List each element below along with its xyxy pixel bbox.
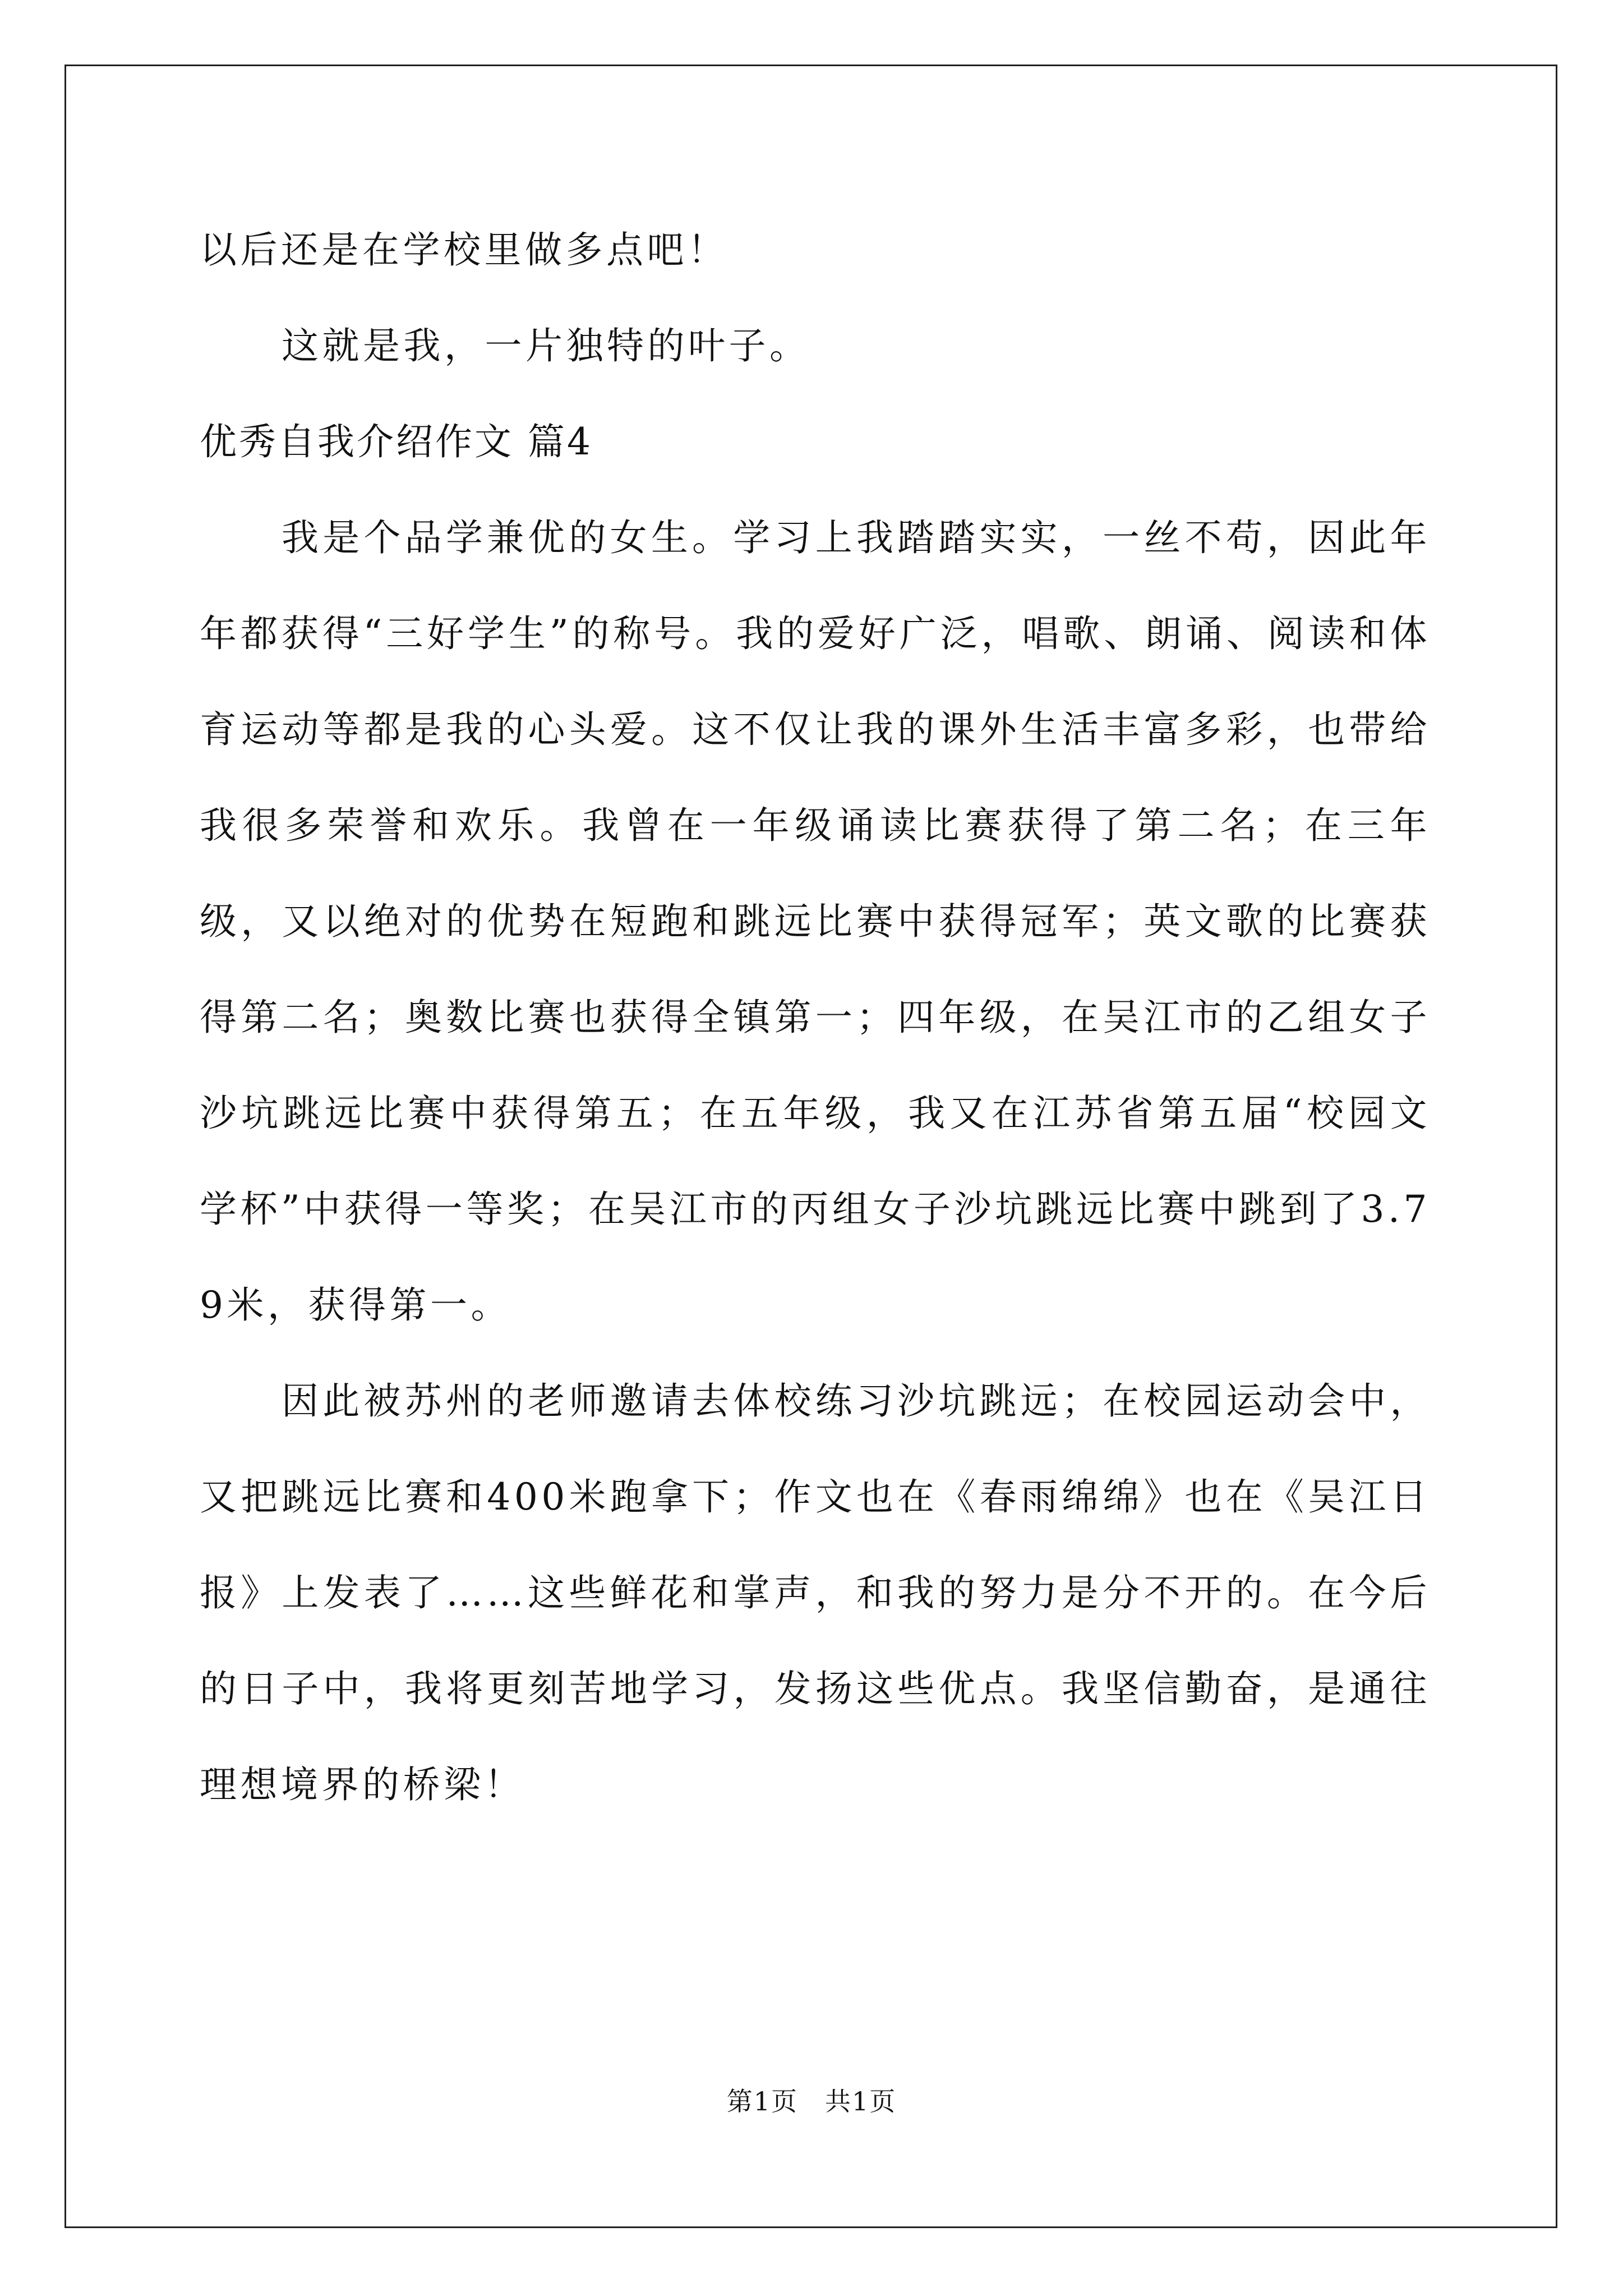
paragraph-1: 我是个品学兼优的女生。学习上我踏踏实实，一丝不苟，因此年年都获得“三好学生”的称号。我的爱好广泛，唱歌、朗诵、阅读和体育运动等都是我的心头爱。这不仅让我的课外生活丰富多彩，也带给我很多荣誉和欢乐。我曾在一年级诵读比赛获得了第二名；在三年级，又以绝对的优势在短跑和跳远比赛中获得冠军；英文歌的比赛获得第二名；奥数比赛也获得全镇第一；四年级，在吴江市的乙组女子沙坑跳远比赛中获得第五；在五年级，我又在江苏省第五届“校园文学杯”中获得一等奖；在吴江市的丙组女子沙坑跳远比赛中跳到了3.79米，获得第一。 xyxy=(200,516,1431,1327)
continuation-line: 以后还是在学校里做多点吧！ xyxy=(200,228,728,272)
paragraph-2: 因此被苏州的老师邀请去体校练习沙坑跳远；在校园运动会中，又把跳远比赛和400米跑拿下；作文也在《春雨绵绵》也在《吴江日报》上发表了……这些鲜花和掌声，和我的努力是分不开的。在今后的日子中，我将更刻苦地学习，发扬这些优点。我坚信勤奋，是通往理想境界的桥梁！ xyxy=(200,1379,1431,1806)
closing-paragraph: 这就是我，一片独特的叶子。 xyxy=(282,324,810,367)
page-footer: 第1页 共1页 xyxy=(726,2086,897,2116)
document-body xyxy=(200,202,1431,1833)
section-heading: 优秀自我介绍作文 篇4 xyxy=(200,420,593,463)
